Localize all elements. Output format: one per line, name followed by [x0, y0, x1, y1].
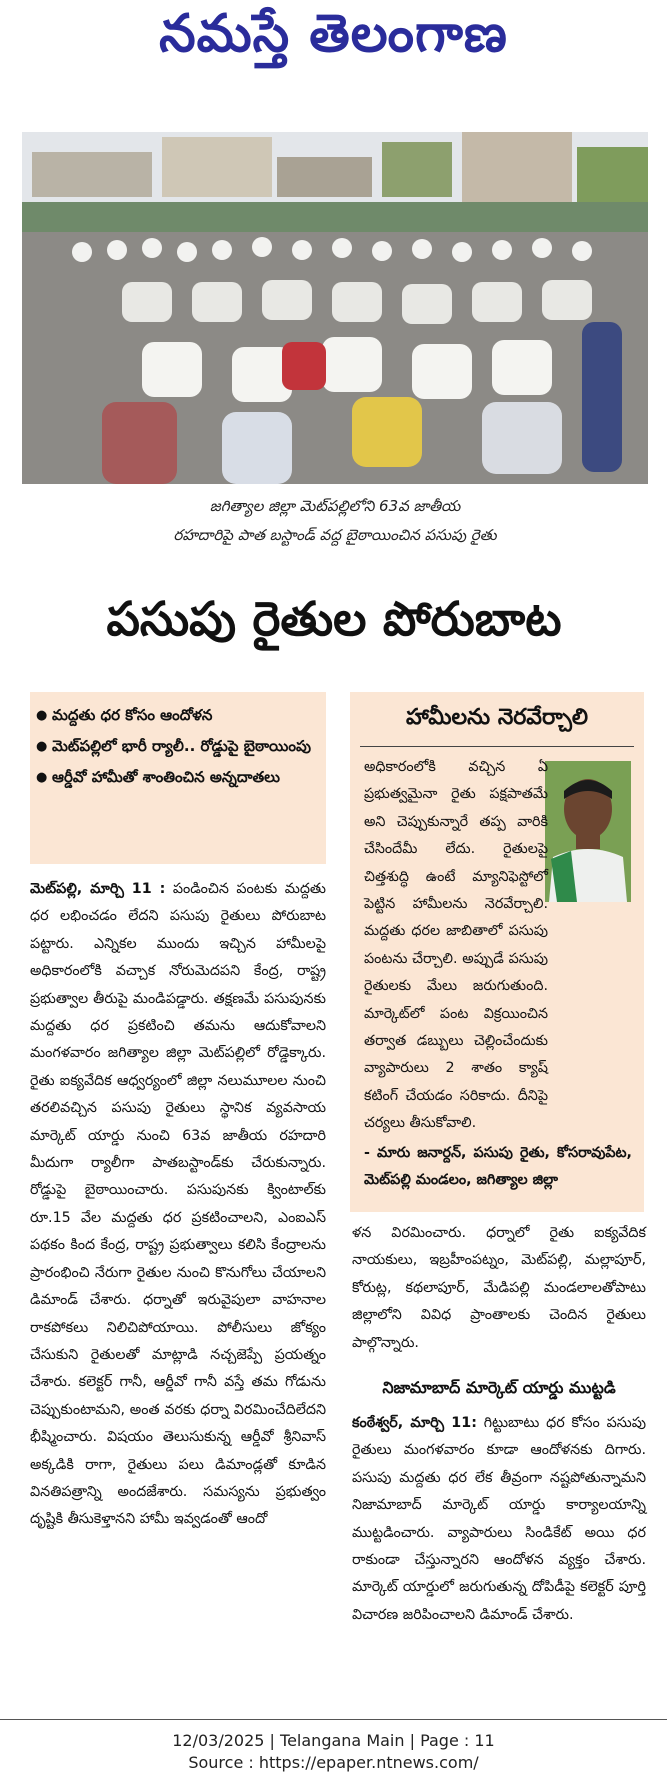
sidebar-body — [364, 754, 632, 1195]
bullet-icon: ● — [36, 708, 48, 723]
main-story-dateline: మెట్‌పల్లి, మార్చి 11 : — [30, 881, 166, 897]
highlight-text: ఆర్డీవో హామీతో శాంతించిన అన్నదాతలు — [52, 768, 280, 786]
footer-source-link[interactable]: Source : https://epaper.ntnews.com/ — [188, 1753, 479, 1772]
second-story-text: గిట్టుబాటు ధర కోసం పసుపు రైతులు మంగళవారం కూడా ఆందోళనకు దిగారు. పసుపు మద్దతు ధర లేక తీవ్రంగా నష్టపోతున్నామని నిజామాబాద్ మార్కెట్ యార్డు కార్యాలయాన్ని ముట్టడించారు. వ్యాపారులు సిండికేట్ అయి ధర రాకుండా చేస్తున్నారని ఆందోళన వ్యక్తం చేశారు. మార్కెట్ యార్డులో జరుగుతున్న దోపిడీపై కలెక్టర్ పూర్తి విచారణ జరిపించాలని డిమాండ్ చేశారు. — [352, 1415, 647, 1623]
masthead-title: నమస్తే తెలంగాణ — [159, 3, 508, 64]
highlight-text: మద్దతు ధర కోసం ఆందోళన — [52, 706, 213, 724]
masthead — [0, 0, 667, 80]
main-story-paragraph — [30, 876, 326, 1534]
second-story-heading: నిజామాబాద్ మార్కెట్ యార్డు ముట్టడి — [382, 1378, 616, 1397]
photo-caption-line-1: జగిత్యాల జిల్లా మెట్‌పల్లిలోని 63వ జాతీయ — [209, 497, 461, 515]
main-story-continuation-text: ళన విరమించారు. ధర్నాలో రైతు ఐక్యవేదిక నాయకులు, ఇబ్రహీంపట్నం, మెట్‌పల్లి, మల్లాపూర్, కోరుట్ల, కథలాపూర్, మేడిపల్లి మండలాలతోపాటు జిల్లాలోని వివిధ ప్రాంతాలకు చెందిన రైతులు పాల్గొన్నారు. — [352, 1225, 646, 1351]
highlight-text: మెట్‌పల్లిలో భారీ ర్యాలీ.. రోడ్డుపై బైఠాయింపు — [52, 737, 311, 755]
highlight-item — [36, 762, 320, 793]
photo-caption-line-2: రహదారిపై పాత బస్టాండ్ వద్ద బైఠాయించిన పసుపు రైతు — [173, 526, 497, 544]
second-story — [352, 1410, 646, 1629]
footer — [0, 1730, 667, 1774]
sidebar-text: అధికారంలోకి వచ్చిన ఏ ప్రభుత్వమైనా రైతు పక్షపాతమే అని చెప్పుకున్నారే తప్ప వారికి చేసిందేమీ లేదు. రైతులపై చిత్తశుద్ధి ఉంటే మ్యానిఫెస్టోలో పెట్టిన హామీలను నెరవేర్చాలి. మద్దతు ధరల జాబితాలో పసుపు పంటను చేర్చాలి. అప్పుడే పసుపు రైతులకు మేలు జరుగుతుంది. మార్కెట్‌లో పంట విక్రయించిన తర్వాత డబ్బులు చెల్లించేందుకు వ్యాపారులు 2 శాతం క్యాష్ కటింగ్ చేయడం సరికాదు. దీనిపై చర్యలు తీసుకోవాలి. — [364, 759, 548, 1132]
news-photo — [22, 132, 648, 484]
main-story-text: పండించిన పంటకు మద్దతు ధర లభించడం లేదని పసుపు రైతులు పోరుబాట పట్టారు. ఎన్నికల ముందు ఇచ్చిన హామీలపై అధికారంలోకి వచ్చాక నోరుమెదపని కేంద్ర, రాష్ట్ర ప్రభుత్వాల తీరుపై మండిపడ్డారు. తక్షణమే పసుపునకు మద్దతు ధర ప్రకటించి తమను ఆదుకోవాలని మంగళవారం జగిత్యాల జిల్లా మెట్‌పల్లిలో రోడ్డెక్కారు. రైతు ఐక్యవేదిక ఆధ్వర్యంలో జిల్లా నలుమూలల నుంచి తరలివచ్చిన పసుపు రైతులు స్థానిక వ్యవసాయ మార్కెట్ యార్డు నుంచి 63వ జాతీయ రహదారి మీదుగా ర్యాలీగా పాతబస్టాండ్‌కు చేరుకున్నారు. రోడ్డుపై బైఠాయించారు. పసుపునకు క్వింటాల్‌కు రూ.15 వేల మద్దతు ధర ప్రకటించాలని, ఎంఐఎస్ పథకం కింద కేంద్ర, రాష్ట్ర ప్రభుత్వాలు కలిసి కేంద్రాలను ప్రారంభించి నేరుగా రైతుల నుంచి కొనుగోలు చేయాలని డిమాండ్ చేశారు. ధర్నాతో ఇరువైపులా వాహనాల రాకపోకలు నిలిచిపోయాయి. పోలీసులు జోక్యం చేసుకుని రైతులతో మాట్లాడి నచ్చజెప్పే ప్రయత్నం చేశారు. కలెక్టర్ గానీ, ఆర్డీవో గానీ వస్తే తమ గోడును చెప్పుకుంటామని, అంత వరకు ధర్నా విరమించేదిలేదని భీష్మించారు. విషయం తెలుసుకున్న ఆర్డీవో శ్రీనివాస్ అక్కడికి రాగా, రైతులు పలు డిమాండ్లతో కూడిన వినతిపత్రాన్ని అందజేశారు. సమస్యను ప్రభుత్వం దృష్టికి తీసుకెళ్తానని హామీ ఇవ్వడంతో ఆందో — [30, 881, 326, 1528]
highlight-item — [36, 731, 320, 762]
footer-divider — [0, 1719, 667, 1720]
photo-caption — [22, 492, 648, 550]
sidebar-divider — [360, 746, 634, 747]
headline: పసుపు రైతుల పోరుబాట — [106, 592, 562, 647]
highlight-item — [36, 700, 320, 731]
sidebar-box — [350, 692, 644, 1212]
second-story-dateline: కంఠేశ్వర్, మార్చి 11: — [352, 1415, 477, 1431]
second-story-paragraph — [352, 1410, 646, 1629]
sidebar-heading: హామీలను నెరవేర్చాలి — [405, 705, 589, 730]
bullet-icon: ● — [36, 770, 48, 785]
sidebar-attribution: - మారు జనార్దన్, పసుపు రైతు, కోసరావుపేట, మెట్‌పల్లి మండలం, జగిత్యాల జిల్లా — [364, 1144, 632, 1189]
footer-issue-info: 12/03/2025 | Telangana Main | Page : 11 — [172, 1731, 495, 1750]
highlights-box — [30, 692, 326, 864]
sidebar-text-wrap — [364, 754, 632, 1138]
main-story-continuation — [352, 1220, 646, 1357]
bullet-icon: ● — [36, 739, 48, 754]
news-photo-illustration — [22, 132, 648, 484]
main-story — [30, 876, 326, 1534]
